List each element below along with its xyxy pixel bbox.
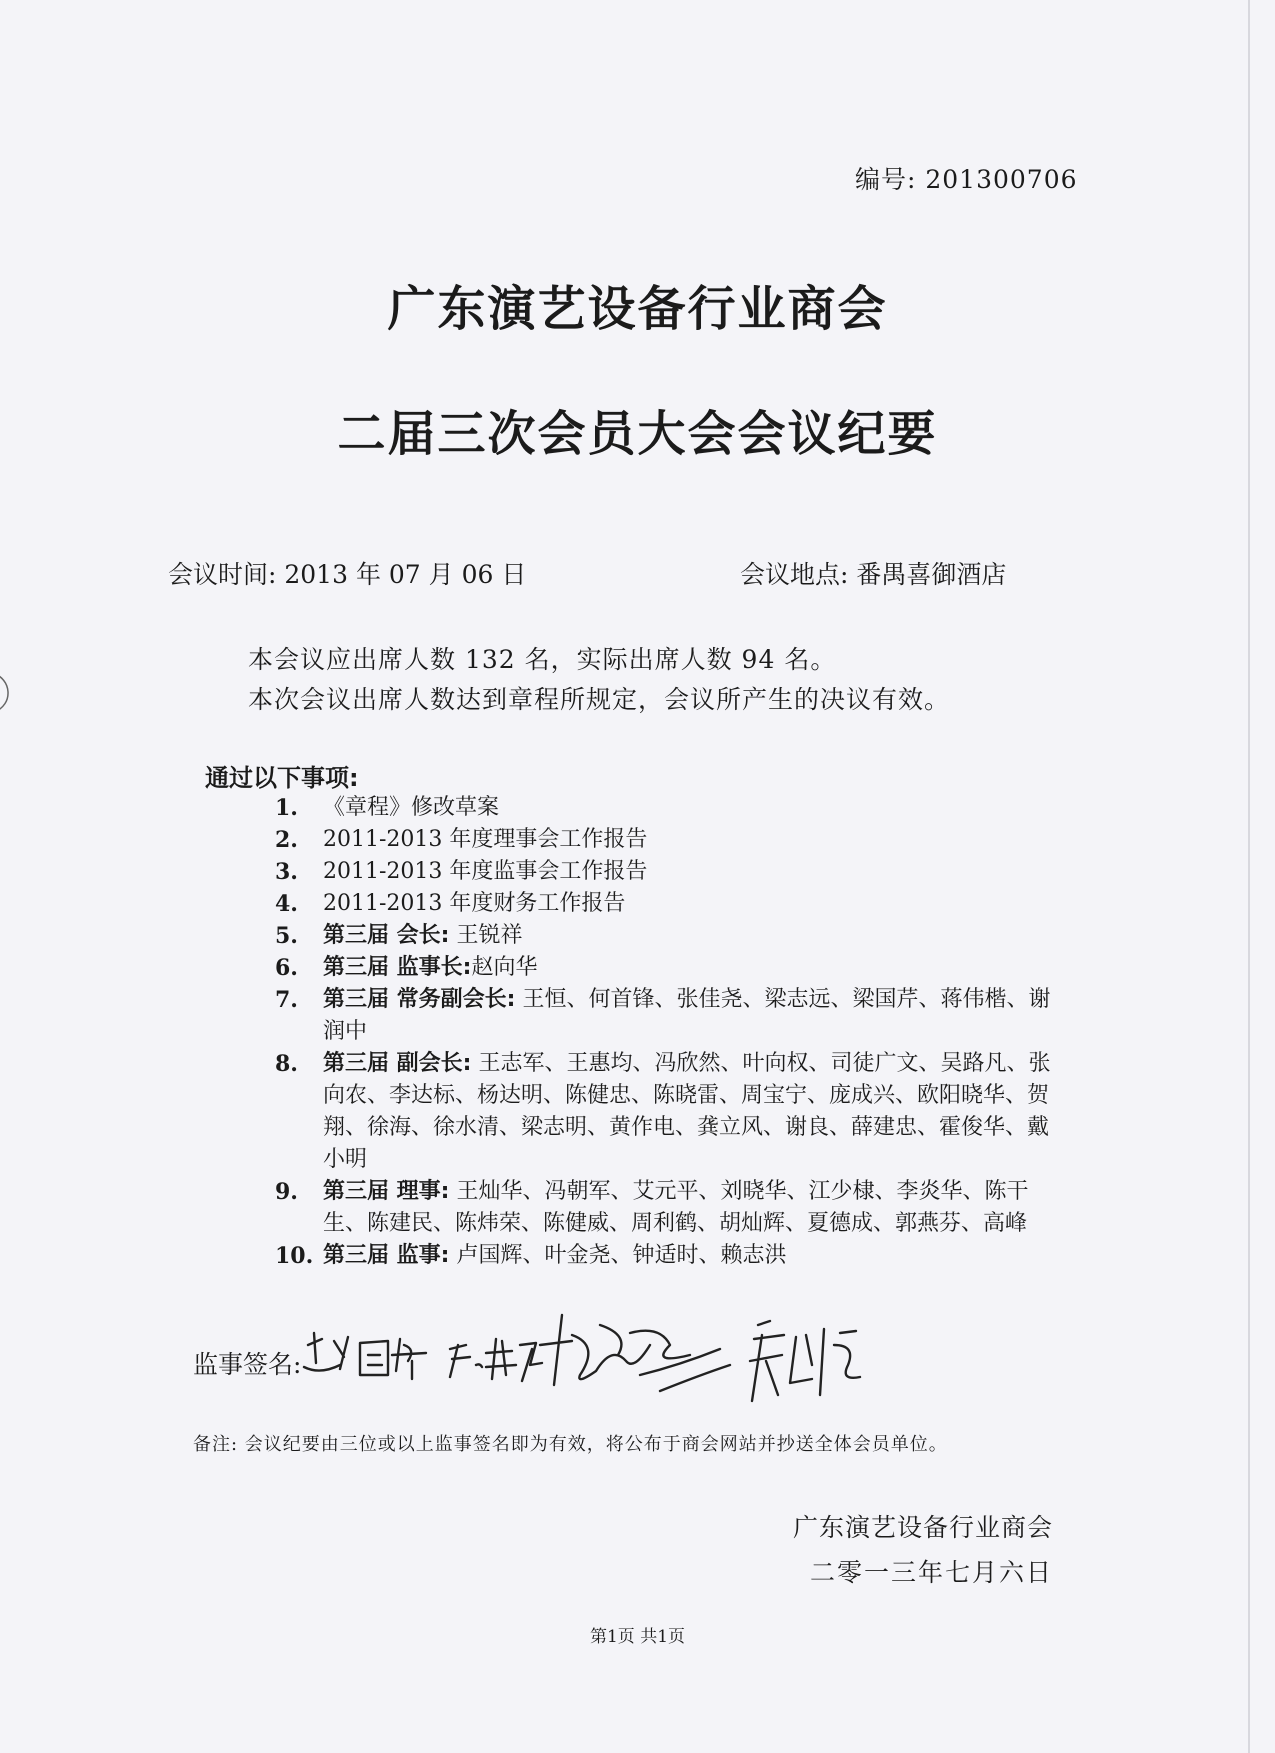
item-body: [323, 1048, 1065, 1176]
item-label: 第三届 监事长:: [323, 955, 472, 980]
signature-4: [750, 1321, 860, 1401]
list-item: [275, 792, 1065, 824]
item-text: 2011-2013 年度财务工作报告: [323, 891, 626, 916]
item-text: 2011-2013 年度监事会工作报告: [323, 859, 648, 884]
list-item: [275, 984, 1065, 1048]
item-body: [323, 824, 1065, 856]
item-number: 7.: [275, 987, 298, 1013]
signature-2: [450, 1339, 542, 1381]
item-number: 6.: [275, 955, 298, 981]
item-label: 第三届 常务副会长:: [323, 987, 516, 1012]
document-title-organization: 广东演艺设备行业商会: [387, 281, 888, 337]
list-item: [275, 824, 1065, 856]
scan-edge-line: [1248, 0, 1250, 1753]
issue-date: 二零一三年七月六日: [809, 1558, 1053, 1587]
attendance-validity: 本次会议出席人数达到章程所规定，会议所产生的决议有效。: [248, 685, 951, 714]
issuer-name: 广东演艺设备行业商会: [792, 1513, 1053, 1542]
attendance-count: 本会议应出席人数 132 名，实际出席人数 94 名。: [248, 645, 837, 674]
item-text: 2011-2013 年度理事会工作报告: [323, 827, 648, 852]
item-text: 王恒、何首锋、张佳尧、梁志远、梁国芹、蒋伟楷、谢润中: [323, 987, 1051, 1044]
document-title-meeting: 二届三次会员大会会议纪要: [337, 406, 938, 462]
item-number: 10.: [275, 1243, 314, 1269]
list-item: [275, 856, 1065, 888]
item-body: [323, 1240, 1065, 1272]
remark-note: 备注: 会议纪要由三位或以上监事签名即为有效，将公布于商会网站并抄送全体会员单位。: [193, 1434, 948, 1455]
signature-3: [540, 1315, 730, 1391]
handwritten-signatures: [300, 1305, 950, 1415]
item-body: [323, 984, 1065, 1048]
item-label: 第三届 理事:: [323, 1179, 450, 1204]
item-number: 8.: [275, 1051, 298, 1077]
item-text: 赵向华: [471, 955, 538, 980]
signature-label: 监事签名:: [193, 1350, 302, 1379]
document-number: 编号: 201300706: [855, 165, 1078, 194]
meeting-place: 会议地点: 番禺喜御酒店: [740, 560, 1007, 589]
meeting-time: 会议时间: 2013 年 07 月 06 日: [168, 560, 527, 589]
item-label: 第三届 监事:: [323, 1243, 450, 1268]
list-item: [275, 888, 1065, 920]
list-item: [275, 1240, 1065, 1272]
list-item: [275, 952, 1065, 984]
item-text: 王灿华、冯朝军、艾元平、刘晓华、江少棣、李炎华、陈干生、陈建民、陈炜荣、陈健威、周利鹤、胡灿辉、夏德成、郭燕芬、高峰: [323, 1179, 1029, 1236]
item-label: 第三届 副会长:: [323, 1051, 472, 1076]
item-number: 1.: [275, 795, 298, 821]
item-number: 3.: [275, 859, 298, 885]
item-body: [323, 856, 1065, 888]
signature-1: [304, 1333, 426, 1379]
item-number: 5.: [275, 923, 298, 949]
edge-mark: [0, 670, 20, 715]
item-text: 王志军、王惠均、冯欣然、叶向权、司徒广文、吴路凡、张向农、李达标、杨达明、陈健忠、陈晓雷、周宝宁、庞成兴、欧阳晓华、贺翔、徐海、徐水清、梁志明、黄作电、龚立风、谢良、薛建忠、霍俊华、戴小明: [323, 1051, 1051, 1172]
page-footer: 第1页 共1页: [589, 1627, 686, 1647]
item-text: 《章程》修改草案: [323, 795, 500, 820]
list-item: [275, 1048, 1065, 1176]
item-body: [323, 792, 1065, 824]
item-body: [323, 920, 1065, 952]
item-number: 2.: [275, 827, 298, 853]
item-number: 4.: [275, 891, 298, 917]
list-item: [275, 920, 1065, 952]
item-body: [323, 952, 1065, 984]
item-body: [323, 888, 1065, 920]
item-text: 王锐祥: [456, 923, 523, 948]
item-number: 9.: [275, 1179, 298, 1205]
item-text: 卢国辉、叶金尧、钟适时、赖志洪: [456, 1243, 787, 1268]
list-item: [275, 1176, 1065, 1240]
item-label: 第三届 会长:: [323, 923, 450, 948]
items-heading: 通过以下事项:: [205, 764, 359, 792]
resolution-list: [275, 792, 1065, 1272]
item-body: [323, 1176, 1065, 1240]
